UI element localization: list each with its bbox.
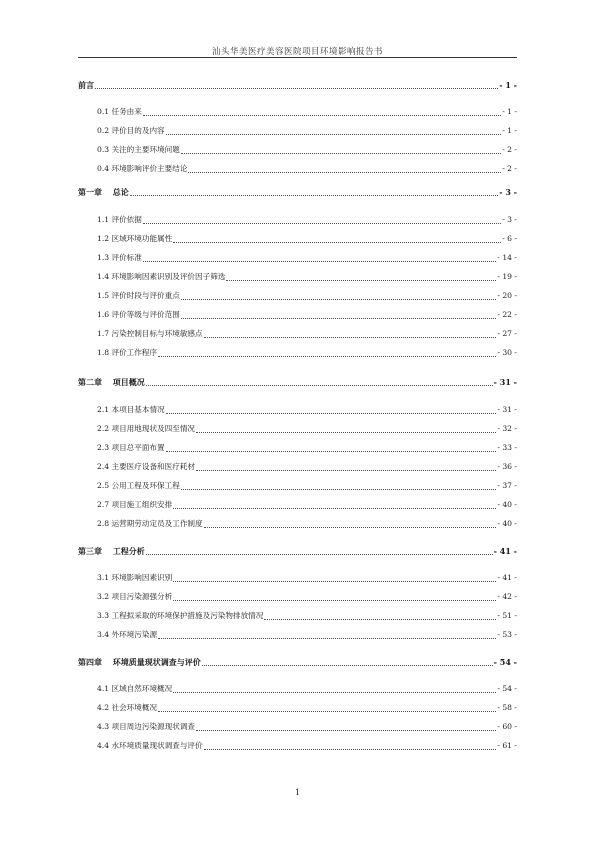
toc-entry-page: - 1 - [499, 80, 517, 90]
toc-entry-page: - 51 - [497, 611, 517, 620]
toc-entry-page: - 31 - [497, 405, 517, 414]
toc-entry-title: 3.1 环境影响因素识别 [97, 573, 173, 582]
toc-section-entry[interactable] [97, 164, 517, 174]
toc-entry-page: - 61 - [497, 741, 517, 750]
toc-section-entry[interactable] [97, 253, 517, 263]
toc-dot-leader [166, 133, 502, 135]
toc-entry-page: - 27 - [497, 329, 517, 338]
toc-section-entry[interactable] [97, 310, 517, 320]
toc-entry-title: 第一章 总论 [78, 187, 129, 197]
toc-section-entry[interactable] [97, 424, 517, 434]
toc-section-entry[interactable] [97, 684, 517, 694]
toc-entry-title: 1.3 评价标准 [97, 253, 142, 262]
toc-chapter-entry[interactable] [78, 657, 517, 667]
toc-chapter-entry[interactable] [78, 546, 517, 556]
toc-entry-page: - 3 - [502, 215, 517, 224]
toc-dot-leader [143, 260, 497, 262]
toc-section-entry[interactable] [97, 329, 517, 339]
toc-dot-leader [181, 488, 497, 490]
toc-chapter-entry[interactable] [78, 80, 517, 90]
toc-entry-title: 4.1 区域自然环境概况 [97, 684, 173, 693]
toc-entry-page: - 60 - [497, 722, 517, 731]
toc-entry-title: 第二章 项目概况 [78, 377, 145, 387]
toc-entry-title: 2.3 项目总平面布置 [97, 443, 165, 452]
toc-entry-page: - 31 - [493, 377, 517, 387]
toc-dot-leader [264, 618, 496, 620]
toc-dot-leader [146, 384, 493, 386]
toc-dot-leader [166, 412, 497, 414]
toc-dot-leader [188, 171, 501, 173]
toc-entry-page: - 40 - [497, 500, 517, 509]
toc-dot-leader [226, 279, 496, 281]
toc-entry-title: 1.2 区域环境功能属性 [97, 234, 173, 243]
toc-entry-page: - 2 - [502, 145, 517, 154]
toc-entry-page: - 42 - [497, 592, 517, 601]
toc-section-entry[interactable] [97, 703, 517, 713]
toc-entry-page: - 6 - [502, 234, 517, 243]
toc-entry-page: - 14 - [497, 253, 517, 262]
toc-dot-leader [204, 748, 497, 750]
toc-section-entry[interactable] [97, 291, 517, 301]
toc-entry-title: 4.2 社会环境概况 [97, 703, 158, 712]
toc-entry-page: - 53 - [497, 630, 517, 639]
toc-entry-page: - 41 - [493, 546, 517, 556]
toc-dot-leader [202, 664, 493, 666]
toc-dot-leader [196, 431, 496, 433]
toc-entry-title: 3.2 项目污染源强分析 [97, 592, 173, 601]
toc-section-entry[interactable] [97, 234, 517, 244]
toc-section-entry[interactable] [97, 500, 517, 510]
toc-entry-title: 2.4 主要医疗设备和医疗耗材 [97, 462, 196, 471]
toc-entry-page: - 2 - [502, 164, 517, 173]
toc-entry-page: - 3 - [499, 187, 517, 197]
toc-dot-leader [181, 298, 497, 300]
toc-section-entry[interactable] [97, 348, 517, 358]
toc-section-entry[interactable] [97, 107, 517, 117]
toc-entry-title: 0.3 关注的主要环境问题 [97, 145, 180, 154]
toc-section-entry[interactable] [97, 592, 517, 602]
toc-section-entry[interactable] [97, 741, 517, 751]
toc-entry-title: 2.8 运营期劳动定员及工作制度 [97, 519, 203, 528]
toc-entry-page: - 32 - [497, 424, 517, 433]
toc-dot-leader [204, 526, 497, 528]
toc-dot-leader [196, 729, 496, 731]
toc-section-entry[interactable] [97, 215, 517, 225]
toc-entry-title: 第三章 工程分析 [78, 546, 145, 556]
toc-dot-leader [173, 599, 496, 601]
header-rule [78, 57, 517, 58]
toc-section-entry[interactable] [97, 630, 517, 640]
toc-entry-page: - 54 - [493, 657, 517, 667]
toc-section-entry[interactable] [97, 145, 517, 155]
toc-entry-title: 2.5 公用工程及环保工程 [97, 481, 180, 490]
toc-entry-page: - 1 - [502, 126, 517, 135]
toc-dot-leader [143, 222, 501, 224]
toc-chapter-entry[interactable] [78, 377, 517, 387]
toc-entry-title: 0.1 任务由来 [97, 107, 142, 116]
page-number: 1 [294, 788, 301, 797]
toc-section-entry[interactable] [97, 443, 517, 453]
toc-entry-title: 1.4 环境影响因素识别及评价因子筛选 [97, 272, 226, 281]
toc-entry-title: 4.3 项目周边污染源现状调查 [97, 722, 196, 731]
toc-entry-title: 1.8 评价工作程序 [97, 348, 158, 357]
toc-section-entry[interactable] [97, 611, 517, 621]
running-header: 汕头华美医疗美容医院项目环境影响报告书 [211, 47, 383, 57]
toc-entry-title: 3.4 外环境污染源 [97, 630, 158, 639]
toc-section-entry[interactable] [97, 272, 517, 282]
toc-dot-leader [196, 469, 496, 471]
toc-dot-leader [95, 87, 498, 89]
toc-entry-page: - 37 - [497, 481, 517, 490]
toc-entry-title: 2.2 项目用地现状及四至情况 [97, 424, 196, 433]
toc-entry-title: 4.4 水环境质量现状调查与评价 [97, 741, 203, 750]
toc-dot-leader [158, 637, 496, 639]
toc-entry-page: - 22 - [497, 310, 517, 319]
toc-entry-title: 2.1 本项目基本情况 [97, 405, 165, 414]
toc-section-entry[interactable] [97, 126, 517, 136]
toc-entry-page: - 1 - [502, 107, 517, 116]
toc-dot-leader [204, 336, 497, 338]
toc-section-entry[interactable] [97, 405, 517, 415]
toc-entry-page: - 30 - [497, 348, 517, 357]
toc-dot-leader [173, 507, 496, 509]
toc-dot-leader [158, 710, 496, 712]
toc-entry-page: - 19 - [497, 272, 517, 281]
toc-entry-page: - 41 - [497, 573, 517, 582]
toc-entry-title: 1.7 污染控制目标与环境敏感点 [97, 329, 203, 338]
toc-dot-leader [173, 580, 496, 582]
toc-dot-leader [146, 553, 493, 555]
toc-dot-leader [181, 152, 501, 154]
toc-entry-page: - 58 - [497, 703, 517, 712]
toc-entry-page: - 36 - [497, 462, 517, 471]
toc-section-entry[interactable] [97, 519, 517, 529]
toc-dot-leader [173, 691, 496, 693]
toc-entry-title: 前言 [78, 80, 94, 90]
toc-entry-title: 3.3 工程拟采取的环境保护措施及污染物排放情况 [97, 611, 264, 620]
toc-entry-title: 1.6 评价等级与评价范围 [97, 310, 180, 319]
toc-section-entry[interactable] [97, 481, 517, 491]
toc-dot-leader [130, 194, 498, 196]
toc-entry-title: 0.2 评价目的及内容 [97, 126, 165, 135]
toc-entry-title: 1.5 评价时段与评价重点 [97, 291, 180, 300]
toc-chapter-entry[interactable] [78, 187, 517, 197]
toc-entry-title: 第四章 环境质量现状调查与评价 [78, 657, 201, 667]
toc-dot-leader [143, 114, 501, 116]
toc-entry-title: 1.1 评价依据 [97, 215, 142, 224]
toc-section-entry[interactable] [97, 722, 517, 732]
toc-entry-title: 0.4 环境影响评价主要结论 [97, 164, 188, 173]
toc-dot-leader [173, 241, 501, 243]
toc-dot-leader [166, 450, 497, 452]
toc-entry-page: - 20 - [497, 291, 517, 300]
toc-section-entry[interactable] [97, 573, 517, 583]
toc-entry-page: - 54 - [497, 684, 517, 693]
toc-entry-page: - 40 - [497, 519, 517, 528]
toc-dot-leader [158, 355, 496, 357]
toc-section-entry[interactable] [97, 462, 517, 472]
toc-dot-leader [181, 317, 497, 319]
toc-entry-page: - 33 - [497, 443, 517, 452]
toc-entry-title: 2.7 项目施工组织安排 [97, 500, 173, 509]
